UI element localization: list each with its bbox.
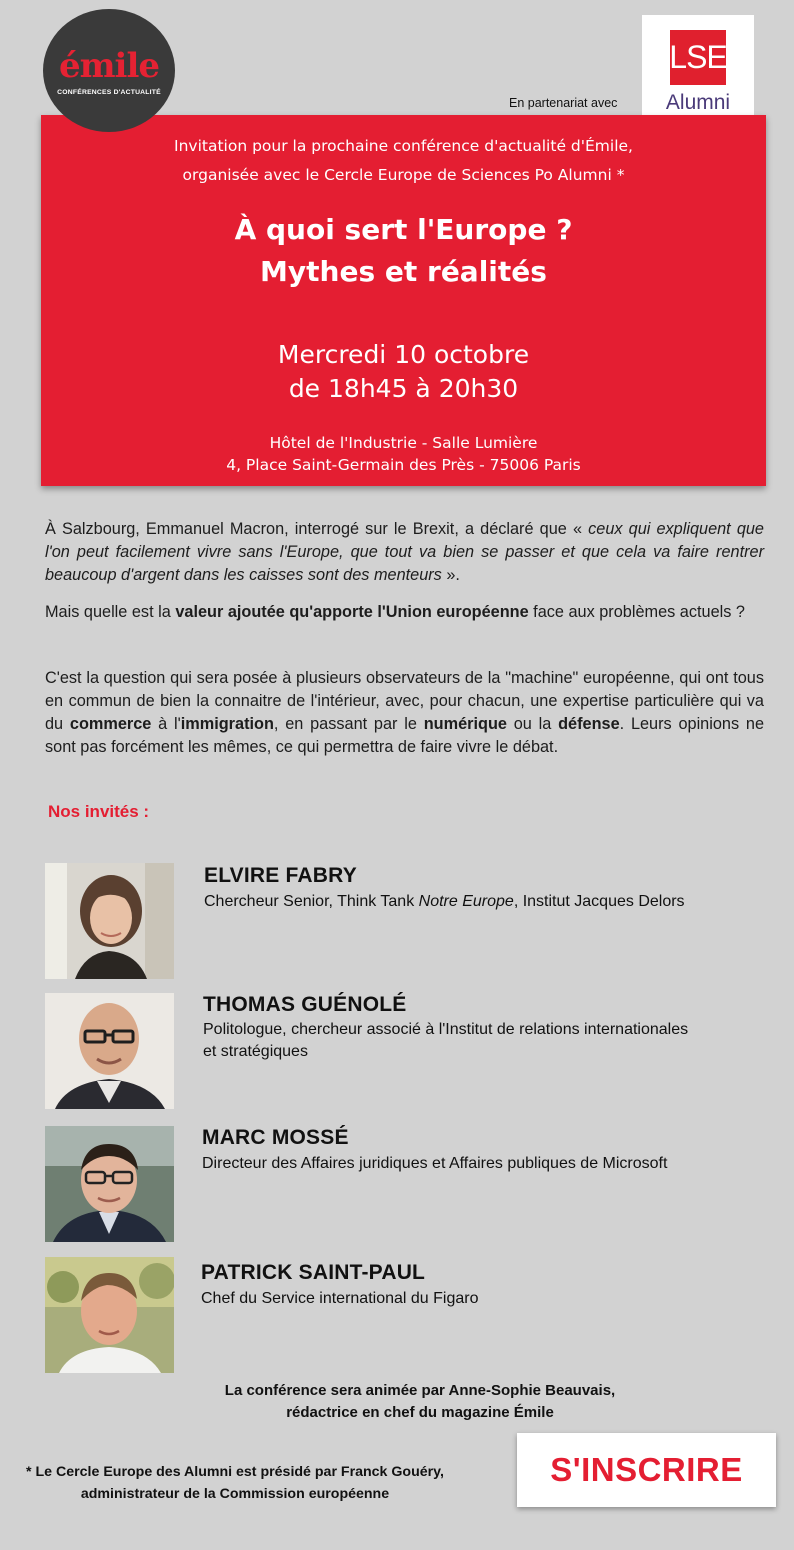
think-tank-name: Notre Europe [418, 893, 514, 910]
speaker-photo-patrick-saint-paul [45, 1257, 174, 1373]
speaker-name: ELVIRE FABRY [204, 864, 357, 887]
text-span: À Salzbourg, Emmanuel Macron, interrogé sur le Brexit, a déclaré que « [45, 520, 589, 538]
speaker-role-line: et stratégiques [203, 1043, 308, 1060]
portrait-image [45, 1126, 174, 1242]
moderator-line: La conférence sera animée par Anne-Sophie Beauvais, [224, 1382, 616, 1399]
speaker-photo-elvire-fabry [45, 863, 174, 979]
text-span: ». [441, 566, 460, 584]
guests-heading: Nos invités : [48, 802, 150, 821]
event-title-line: À quoi sert l'Europe ? [234, 213, 573, 246]
context-paragraph [45, 667, 764, 759]
banner-intro-line: organisée avec le Cercle Europe de Sciences Po Alumni * [182, 166, 625, 184]
speaker-photo-thomas-guenole [45, 993, 174, 1109]
text-span: . Leurs opinions ne sont pas forcément les mêmes, ce qui permettra de faire vivre le débat. [45, 715, 765, 756]
register-button[interactable]: S'INSCRIRE [517, 1433, 776, 1507]
event-venue [41, 432, 766, 476]
event-date [41, 338, 766, 406]
speaker-name: MARC MOSSÉ [202, 1126, 349, 1149]
text-span: ou la [506, 715, 559, 733]
banner-intro-line: Invitation pour la prochaine conférence d'actualité d'Émile, [174, 137, 633, 155]
emphasis-text: valeur ajoutée qu'apporte l'Union européenne [175, 603, 529, 621]
emile-logo-subtitle: CONFÉRENCES D'ACTUALITÉ [57, 89, 161, 96]
emile-logo-word: émile [58, 46, 160, 86]
text-span: face aux problèmes actuels ? [528, 603, 745, 621]
macron-quote: ceux qui expliquent que l'on peut facilement vivre sans l'Europe, que tout va bien se passer et que cela va faire rentrer beaucoup d'argent dans les caisses sont des menteurs [45, 520, 764, 584]
intro-paragraph [45, 518, 764, 587]
partnership-label: En partenariat avec [509, 96, 618, 110]
text-span: à l' [151, 715, 181, 733]
text-span: , en passant par le [273, 715, 424, 733]
footnote-line: administrateur de la Commission européenne [80, 1486, 390, 1502]
venue-name: Hôtel de l'Industrie - Salle Lumière [269, 434, 538, 452]
emphasis-text: défense [558, 715, 620, 733]
question-paragraph [45, 601, 764, 624]
lse-logo-mark: LSE [670, 30, 726, 85]
emphasis-text: commerce [69, 715, 152, 733]
speaker-name: THOMAS GUÉNOLÉ [203, 993, 407, 1016]
text-span: Chercheur Senior, Think Tank [204, 893, 419, 910]
text-span: , Institut Jacques Delors [513, 893, 685, 910]
portrait-image [45, 863, 174, 979]
footnote-line: * Le Cercle Europe des Alumni est présidé par Franck Gouéry, [26, 1464, 444, 1480]
speaker-role: Directeur des Affaires juridiques et Affaires publiques de Microsoft [202, 1155, 668, 1172]
event-date-line: Mercredi 10 octobre [277, 340, 530, 369]
lse-logo-alumni: Alumni [665, 91, 731, 114]
event-banner [41, 115, 766, 486]
banner-intro [41, 132, 766, 190]
portrait-image [45, 1257, 174, 1373]
moderator-note [140, 1380, 700, 1424]
emphasis-text: immigration [180, 715, 274, 733]
text-span: C'est la question qui sera posée à plusieurs observateurs de la "machine" européenne, qui ont tous en commun de bien la connaitre de l'intérieur, avec, pour chacun, une expertise particulière qui va du [45, 669, 764, 733]
lse-alumni-logo [642, 15, 754, 127]
event-title [41, 209, 766, 293]
event-time-line: de 18h45 à 20h30 [288, 374, 519, 403]
speaker-role [204, 891, 685, 913]
event-subtitle-line: Mythes et réalités [260, 255, 547, 288]
emile-logo [43, 9, 175, 132]
speaker-name: PATRICK SAINT-PAUL [201, 1261, 426, 1284]
speaker-role [203, 1019, 688, 1063]
portrait-image [45, 993, 174, 1109]
footnote [0, 1461, 470, 1505]
venue-address: 4, Place Saint-Germain des Près - 75006 Paris [226, 456, 581, 474]
speaker-role-line: Politologue, chercheur associé à l'Institut de relations internationales [203, 1021, 689, 1038]
speaker-role: Chef du Service international du Figaro [201, 1290, 479, 1307]
text-span: Mais quelle est la [45, 603, 176, 621]
moderator-line: rédactrice en chef du magazine Émile [286, 1404, 554, 1421]
emphasis-text: numérique [423, 715, 507, 733]
speaker-photo-marc-mosse [45, 1126, 174, 1242]
